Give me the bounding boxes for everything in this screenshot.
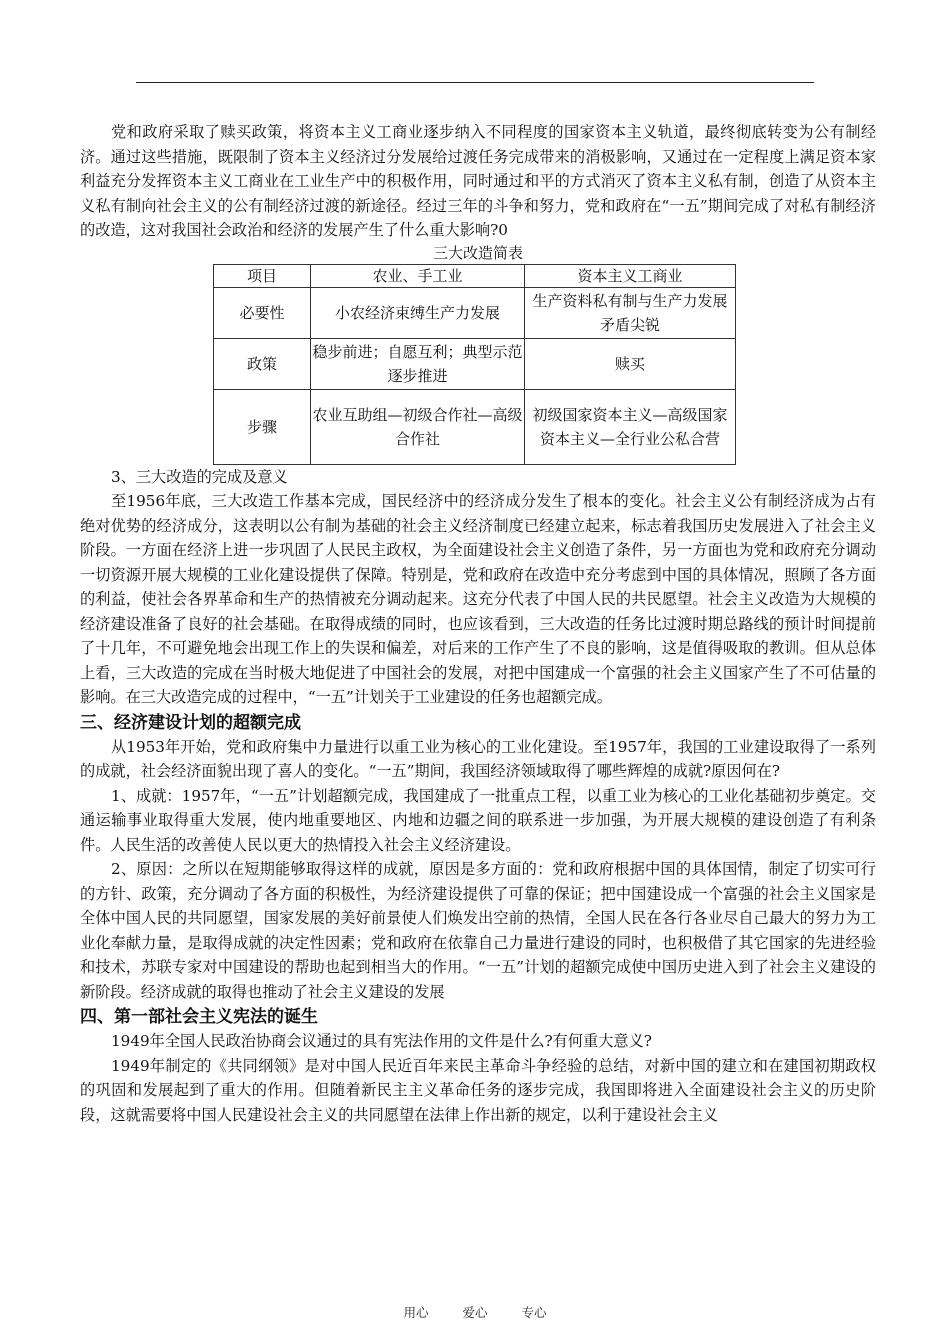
- section-3-heading: 三、经济建设计划的超额完成: [80, 712, 301, 733]
- reform-summary-table: [213, 264, 736, 465]
- table-cell: 小农经济束缚生产力发展: [311, 287, 525, 338]
- table-cell: 步骤: [214, 389, 311, 464]
- table-cell: 赎买: [525, 338, 736, 389]
- completion-paragraph: 至1956年底，三大改造工作基本完成，国民经济中的经济成分发生了根本的变化。社会主义公有制经济成为占有绝对优势的经济成分，这表明以公有制为基础的社会主义经济制度已经建立起来，标志着我国历史发展进入了社会主义阶段。一方面在经济上进一步巩固了人民民主政权，为全面建设社会主义创造了条件，另一方面也为党和政府充分调动一切资源开展大规模的工业化建设提供了保障。特别是，党和政府在改造中充分考虑到中国的具体情况，照顾了各方面的利益，使社会各界革命和生产的热情被充分调动起来。这充分代表了中国人民的共民愿望。社会主义改造为大规模的经济建设准备了良好的社会基础。在取得成绩的同时，也应该看到，三大改造的任务比过渡时期总路线的预计时间提前了十几年，不可避免地会出现工作上的失误和偏差，对后来的工作产生了不良的影响，这是值得吸取的教训。但从总体上看，三大改造的完成在当时极大地促进了中国社会的发展，对把中国建成一个富强的社会主义国家产生了不可估量的影响。在三大改造完成的过程中，“一五”计划关于工业建设的任务也超额完成。: [80, 492, 876, 706]
- footer-motto: 专心: [521, 1305, 547, 1320]
- table-row: [214, 287, 736, 338]
- table-cell: 政策: [214, 338, 311, 389]
- document-body: [80, 120, 876, 1127]
- table-cell: 生产资料私有制与生产力发展矛盾尖锐: [525, 287, 736, 338]
- table-header-cell: 资本主义工商业: [525, 264, 736, 287]
- table-cell: 稳步前进；自愿互利；典型示范逐步推进: [311, 338, 525, 389]
- section-3-reasons: 2、原因：之所以在短期能够取得这样的成就，原因是多方面的：党和政府根据中国的具体国情，制定了切实可行的方针、政策，充分调动了各方面的积极性，为经济建设提供了可靠的保证；把中国建设成一个富强的社会主义国家是全体中国人民的共同愿望，国家发展的美好前景使人们焕发出空前的热情，全国人民在各行各业尽自己最大的努力为工业化奉献力量，是取得成就的决定性因素；党和政府在依靠自己力量进行建设的同时，也积极借了其它国家的先进经验和技术，苏联专家对中国建设的帮助也起到相当大的作用。“一五”计划的超额完成使中国历史进入到了社会主义建设的新阶段。经济成就的取得也推动了社会主义建设的发展: [80, 860, 876, 1001]
- footer-motto: 爱心: [462, 1305, 488, 1320]
- table-header-cell: 项目: [214, 264, 311, 287]
- header-rule: [136, 82, 814, 83]
- table-header-row: [214, 264, 736, 287]
- table-caption: 三大改造简表: [432, 243, 523, 262]
- footer-motto: 用心: [403, 1305, 429, 1320]
- intro-paragraph: 党和政府采取了赎买政策，将资本主义工商业逐步纳入不同程度的国家资本主义轨道，最终彻底转变为公有制经济。通过这些措施，既限制了资本主义经济过分发展给过渡任务完成带来的消极影响，又通过在一定程度上满足资本家利益充分发挥资本主义工商业在工业生产中的积极作用，同时通过和平的方式消灭了资本主义私有制，创造了从资本主义私有制向社会主义的公有制经济过渡的新途径。经过三年的斗争和努力，党和政府在“一五”期间完成了对私有制经济的改造，这对我国社会政治和经济的发展产生了什么重大影响?0: [80, 123, 876, 239]
- subheading-completion: 3、三大改造的完成及意义: [111, 467, 288, 486]
- table-row: [214, 389, 736, 464]
- table-cell: 初级国家资本主义—高级国家资本主义—全行业公私合营: [525, 389, 736, 464]
- table-cell: 农业互助组—初级合作社—高级合作社: [311, 389, 525, 464]
- table-cell: 必要性: [214, 287, 311, 338]
- section-4-heading: 四、第一部社会主义宪法的诞生: [80, 1007, 318, 1027]
- table-header-cell: 农业、手工业: [311, 264, 525, 287]
- section-4-paragraph: 1949年制定的《共同纲领》是对中国人民近百年来民主革命斗争经验的总结，对新中国的建立和在建国初期政权的巩固和发展起到了重大的作用。但随着新民主主义革命任务的逐步完成，我国即将进入全面建设社会主义的历史阶段，这就需要将中国人民建设社会主义的共同愿望在法律上作出新的规定，以利于建设社会主义: [80, 1056, 876, 1124]
- table-row: [214, 338, 736, 389]
- section-3-achievements: 1、成就：1957年，“一五”计划超额完成，我国建成了一批重点工程，以重工业为核心的工业化基础初步奠定。交通运输事业取得重大发展，使内地重要地区、内地和边疆之间的联系进一步加强，为开展大规模的建设创造了有利条件。人民生活的改善使人民以更大的热情投入社会主义经济建设。: [80, 786, 876, 854]
- page-footer: [0, 1303, 950, 1321]
- section-4-question: 1949年全国人民政治协商会议通过的具有宪法作用的文件是什么?有何重大意义?: [111, 1032, 652, 1050]
- section-3-intro: 从1953年开始，党和政府集中力量进行以重工业为核心的工业化建设。至1957年，我国的工业建设取得了一系列的成就，社会经济面貌出现了喜人的变化。“一五”期间，我国经济领域取得了哪些辉煌的成就?原因何在?: [80, 737, 876, 780]
